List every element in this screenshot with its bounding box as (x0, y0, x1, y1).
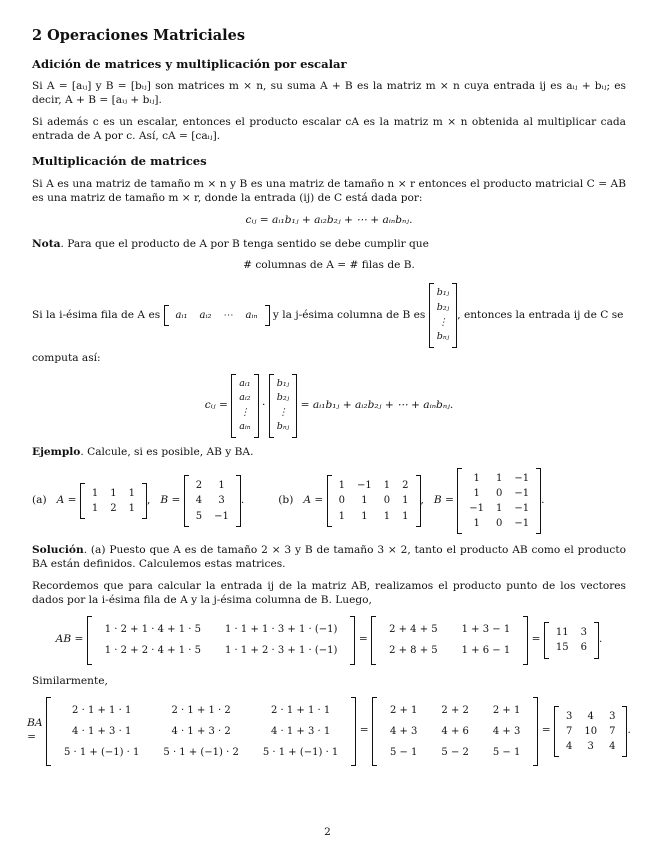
period: . (240, 494, 245, 507)
matrix-entry: 1 (128, 503, 135, 514)
matrix-entry: 4 (587, 710, 594, 722)
example-a-matrix-B (184, 475, 241, 527)
matrix-entry: 1 · 1 + 2 · 3 + 1 · (−1) (225, 645, 338, 657)
example-b-A-eq: A = (303, 494, 324, 507)
matrix-entry: 2 · 1 + 1 · 1 (72, 704, 132, 716)
example-b-matrix-A (327, 475, 421, 527)
period: . (627, 724, 631, 737)
matrix-entry: 5 − 1 (389, 746, 418, 758)
column-vector-entry: ⋮ (438, 316, 448, 328)
dot-column-a-entry: aᵢ₁ (239, 377, 251, 389)
BA-matrix-step2 (372, 697, 538, 767)
period: . (541, 494, 545, 507)
matrix-entry: 4 (566, 740, 573, 752)
matrix-entry: −1 (514, 518, 530, 530)
matrix-entry: 10 (584, 725, 598, 737)
period: . (598, 633, 603, 646)
matrix-entry: 5 − 1 (492, 746, 521, 758)
dot-column-b-entry: b₂ⱼ (276, 392, 290, 404)
matrix-entry: 1 (402, 510, 409, 522)
row-text-c: , entonces la entrada ij de C se (457, 308, 624, 321)
recordemos-paragraph: Recordemos que para calcular la entrada ij de la matriz AB, realizamos el producto punto de los vectores dados por la i-ésima fila de A y la j-ésima columna de B. Luego, (32, 580, 626, 607)
matrix-entry: 1 (361, 495, 368, 507)
matrix-entry: 3 (566, 710, 573, 722)
dot-column-b (269, 374, 297, 438)
AB-computation (32, 616, 626, 664)
row-vector-entry: aᵢₙ (245, 309, 258, 321)
matrix-entry: 1 (473, 487, 480, 499)
matrix-entry: 4 (195, 495, 203, 507)
matrix-entry: −1 (469, 503, 485, 514)
dot-column-b-entry: bₙⱼ (276, 421, 290, 433)
nota-text: . Para que el producto de A por B tenga sentido se debe cumplir que (60, 237, 429, 250)
dot-column-a-entry: aᵢ₂ (239, 392, 251, 404)
matrix-entry: 5 · 1 + (−1) · 2 (163, 746, 239, 758)
section-title: 2 Operaciones Matriciales (32, 27, 246, 44)
equals-sign: = (359, 724, 369, 737)
ejemplo-label: Ejemplo (32, 445, 81, 458)
matrix-entry: 1 (338, 510, 345, 522)
similarmente-text: Similarmente, (32, 674, 108, 687)
matrix-entry: 4 + 6 (441, 725, 469, 737)
addition-paragraph: Si A = [aᵢⱼ] y B = [bᵢⱼ] son matrices m × n, su suma A + B es la matriz m × n cuya entrada ij es aᵢⱼ + bᵢⱼ; es decir, A + B = [aᵢⱼ + bᵢⱼ]. (32, 80, 626, 107)
matrix-entry: 6 (580, 642, 587, 654)
matrix-entry: 1 + 3 − 1 (461, 624, 511, 636)
matrix-entry: 1 (383, 480, 391, 492)
ejemplo-paragraph (32, 446, 626, 460)
matrix-entry: 1 (128, 487, 135, 499)
matrix-entry: 1 (473, 518, 480, 530)
matrix-entry: 3 (609, 710, 616, 722)
equals-sign: = (541, 724, 551, 737)
matrix-entry: 5 · 1 + (−1) · 1 (262, 746, 339, 758)
BA-computation (27, 697, 631, 767)
column-vector-entry: bₙⱼ (436, 331, 450, 343)
matrix-entry: 1 (383, 510, 391, 522)
matrix-entry: 5 − 2 (441, 746, 469, 758)
matrix-entry: 7 (609, 725, 616, 737)
matrix-entry: −1 (357, 480, 372, 492)
matrix-entry: 4 · 1 + 3 · 2 (171, 725, 231, 737)
matrix-entry: 1 (402, 495, 409, 507)
BA-matrix-result (554, 706, 627, 758)
example-a-label: (a) (32, 494, 47, 507)
dot-column-a-entry: ⋮ (240, 406, 250, 418)
matrix-entry: 1 (496, 503, 503, 514)
matrix-entry: 0 (383, 495, 391, 507)
dot-lhs: cᵢⱼ = (204, 398, 228, 411)
matrix-entry: 0 (338, 495, 345, 507)
dot-rhs: = aᵢ₁b₁ⱼ + aᵢ₂b₂ⱼ + ⋯ + aᵢₙbₙⱼ. (300, 398, 454, 411)
matrix-entry: 2 + 1 (492, 704, 521, 716)
matrix-entry: 2 · 1 + 1 · 1 (270, 704, 331, 716)
column-vector-entry: b₁ⱼ (436, 287, 450, 299)
matrix-entry: −1 (514, 472, 530, 484)
matrix-entry: −1 (214, 510, 229, 522)
ejemplo-text: . Calcule, si es posible, AB y BA. (80, 445, 254, 458)
page-content (27, 26, 631, 766)
comma: , (420, 494, 424, 507)
equals-sign: = (531, 633, 541, 646)
AB-matrix-result (544, 622, 599, 658)
AB-matrix-step2 (371, 616, 528, 664)
row-column-sentence (32, 283, 626, 347)
scalar-paragraph: Si además c es un escalar, entonces el producto escalar cA es la matriz m × n obtenida al multiplicar cada entrada de A por c. Así, cA = [caᵢⱼ]. (32, 116, 626, 143)
example-a-B-eq: B = (160, 494, 181, 507)
matrix-entry: 0 (496, 487, 503, 499)
subsection-addition-title: Adición de matrices y multiplicación por escalar (32, 57, 347, 72)
row-vector-entry: aᵢ₁ (175, 309, 188, 321)
matrix-entry: 1 (338, 480, 345, 492)
dot-column-b-entry: ⋮ (278, 406, 288, 418)
example-b-label: (b) (278, 494, 294, 507)
example-a-matrix-A (80, 483, 147, 519)
matrix-entry: 1 (473, 472, 480, 484)
example-b-B-eq: B = (433, 494, 454, 507)
solucion-label: Solución (32, 544, 84, 557)
matrix-entry: 2 + 8 + 5 (389, 645, 438, 657)
cij-formula: cᵢⱼ = aᵢ₁b₁ⱼ + aᵢ₂b₂ⱼ + ⋯ + aᵢₙbₙⱼ. (245, 213, 413, 226)
nota-paragraph (32, 238, 626, 252)
column-vector (429, 283, 457, 347)
matrix-entry: 3 (580, 627, 587, 639)
matrix-entry: 3 (587, 740, 594, 752)
matrix-entry: 1 (110, 487, 117, 499)
matrix-entry: 4 (609, 740, 616, 752)
row-text-b: y la j-ésima columna de B es (272, 308, 426, 321)
example-a-A-eq: A = (56, 494, 77, 507)
matrix-entry: 0 (496, 518, 503, 530)
dot-column-b-entry: b₁ⱼ (276, 377, 290, 389)
matrix-entry: 1 · 1 + 1 · 3 + 1 · (−1) (225, 624, 338, 636)
row-text-a: Si la i-ésima fila de A es (32, 308, 161, 321)
nota-equation: # columnas de A = # filas de B. (243, 259, 415, 272)
matrix-entry: 11 (555, 627, 569, 639)
row-vector (164, 305, 270, 326)
matrix-entry: 2 (402, 480, 409, 492)
matrix-entry: 1 (91, 503, 99, 514)
matrix-entry: −1 (514, 487, 530, 499)
dot-column-a (231, 374, 258, 438)
dot-column-a-entry: aᵢₙ (239, 421, 251, 433)
solucion-text: . (a) Puesto que A es de tamaño 2 × 3 y B de tamaño 3 × 2, tanto el producto AB como el producto BA están definidos. Calculemos estas matrices. (32, 544, 626, 571)
matrix-entry: 2 + 1 (389, 704, 418, 716)
matrix-entry: 2 + 4 + 5 (389, 624, 438, 636)
dot-product-formula: cᵢⱼ = aᵢ₁ aᵢ₂ ⋮ aᵢₙ · b₁ⱼ b₂ⱼ ⋮ bₙⱼ = aᵢ₁b₁ⱼ + aᵢ₂b₂ⱼ + ⋯ + aᵢₙbₙⱼ. (32, 374, 626, 438)
page-number: 2 (324, 826, 331, 838)
matrix-entry: 4 + 3 (389, 725, 418, 737)
matrix-entry: 5 (195, 510, 203, 522)
nota-label: Nota (32, 237, 61, 250)
matrix-entry: −1 (514, 503, 530, 514)
matrix-entry: 1 (218, 480, 225, 492)
example-b-matrix-B (457, 468, 541, 535)
matrix-entry: 2 + 2 (441, 704, 469, 716)
matrix-entry: 1 · 2 + 2 · 4 + 1 · 5 (104, 645, 201, 657)
AB-lhs: AB = (55, 633, 84, 646)
matrix-entry: 5 · 1 + (−1) · 1 (63, 746, 140, 758)
row-vector-entry: aᵢ₂ (199, 309, 212, 321)
matrix-entry: 7 (566, 725, 573, 737)
column-vector-entry: b₂ⱼ (436, 301, 450, 313)
matrix-entry: 3 (218, 495, 225, 507)
matrix-entry: 4 + 3 (492, 725, 521, 737)
matrix-entry: 2 · 1 + 1 · 2 (171, 704, 231, 716)
matrix-entry: 1 (91, 487, 99, 499)
matrix-entry: 1 · 2 + 1 · 4 + 1 · 5 (104, 624, 201, 636)
matrix-entry: 1 (361, 510, 368, 522)
multiplication-paragraph: Si A es una matriz de tamaño m × n y B es una matriz de tamaño n × r entonces el producto matricial C = AB es una matriz de tamaño m × r, donde la entrada (ij) de C está dada por: (32, 177, 626, 204)
subsection-multiplication-title: Multiplicación de matrices (32, 154, 207, 169)
matrix-entry: 4 · 1 + 3 · 1 (72, 725, 132, 737)
row-vector-entry: ⋯ (223, 309, 234, 321)
example-matrices (32, 468, 626, 535)
matrix-entry: 2 (195, 480, 203, 492)
solucion-paragraph (32, 544, 626, 572)
BA-lhs: BA = (27, 717, 43, 744)
matrix-entry: 2 (110, 503, 117, 514)
matrix-entry: 4 · 1 + 3 · 1 (270, 725, 331, 737)
matrix-entry: 1 (496, 472, 503, 484)
comma: , (147, 494, 151, 507)
AB-matrix-step1 (87, 616, 356, 664)
equals-sign: = (358, 633, 368, 646)
computa-text: computa así: (32, 351, 101, 364)
matrix-entry: 15 (555, 642, 569, 654)
matrix-entry: 1 + 6 − 1 (461, 645, 511, 657)
BA-matrix-step1 (46, 697, 356, 767)
